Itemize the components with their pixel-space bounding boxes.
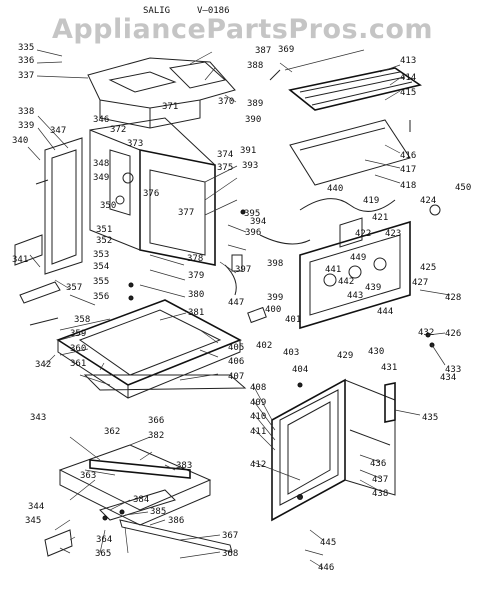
callout-label: 383 xyxy=(176,461,193,471)
callout-label: 436 xyxy=(370,459,387,469)
callout-label: 354 xyxy=(93,262,110,272)
callout-label: 376 xyxy=(143,189,160,199)
callout-label: 422 xyxy=(355,229,372,239)
left-side-panel xyxy=(36,138,82,274)
callout-label: 380 xyxy=(188,290,205,300)
callout-label: 368 xyxy=(222,549,239,559)
callout-label: 361 xyxy=(70,359,87,369)
callout-label: 391 xyxy=(240,146,257,156)
callout-label: 429 xyxy=(337,351,354,361)
callout-label: 338 xyxy=(18,107,35,117)
callout-label: 339 xyxy=(18,121,35,131)
callout-label: 397 xyxy=(235,265,252,275)
callout-label: 403 xyxy=(283,348,300,358)
callout-label: 378 xyxy=(187,254,204,264)
callout-label: 377 xyxy=(178,208,195,218)
callout-label: 389 xyxy=(247,99,264,109)
callout-label: 341 xyxy=(12,255,29,265)
callout-label: 449 xyxy=(350,253,367,263)
callout-label: 375 xyxy=(217,163,234,173)
callout-label: 384 xyxy=(133,495,150,505)
callout-label: 410 xyxy=(250,412,267,422)
callout-label: 444 xyxy=(377,307,394,317)
door-handle xyxy=(385,383,395,422)
callout-label: 335 xyxy=(18,43,35,53)
callout-label: 388 xyxy=(247,61,264,71)
header-fragment-center: V—0186 xyxy=(197,6,230,16)
callout-label: 423 xyxy=(385,229,402,239)
callout-label: 349 xyxy=(93,173,110,183)
callout-label: 393 xyxy=(242,161,259,171)
callout-labels xyxy=(12,43,471,573)
callout-label: 357 xyxy=(66,283,83,293)
callout-label: 360 xyxy=(70,344,87,354)
broiler-drawer-assembly xyxy=(60,445,210,525)
callout-label: 395 xyxy=(244,209,261,219)
callout-label: 417 xyxy=(400,165,417,175)
callout-label: 373 xyxy=(127,139,144,149)
site-watermark: AppliancePartsPros.com xyxy=(51,14,434,45)
callout-label: 358 xyxy=(74,315,91,325)
callout-label: 386 xyxy=(168,516,185,526)
callout-label: 407 xyxy=(228,372,245,382)
callout-label: 385 xyxy=(150,507,167,517)
callout-label: 362 xyxy=(104,427,121,437)
cabinet-top-assembly xyxy=(88,58,235,128)
callout-label: 439 xyxy=(365,283,382,293)
callout-label: 369 xyxy=(278,45,295,55)
callout-label: 413 xyxy=(400,56,417,66)
callout-label: 394 xyxy=(250,217,267,227)
callout-label: 355 xyxy=(93,277,110,287)
callout-label: 365 xyxy=(95,549,112,559)
callout-label: 402 xyxy=(256,341,273,351)
callout-label: 442 xyxy=(338,277,355,287)
callout-label: 428 xyxy=(445,293,462,303)
callout-label: 438 xyxy=(372,489,389,499)
callout-label: 387 xyxy=(255,46,272,56)
callout-label: 348 xyxy=(93,159,110,169)
callout-label: 434 xyxy=(440,373,457,383)
callout-label: 401 xyxy=(285,315,302,325)
callout-label: 418 xyxy=(400,181,417,191)
callout-label: 364 xyxy=(96,535,113,545)
callout-label: 446 xyxy=(318,563,335,573)
callout-label: 346 xyxy=(93,115,110,125)
callout-label: 404 xyxy=(292,365,309,375)
callout-label: 367 xyxy=(222,531,239,541)
callout-label: 353 xyxy=(93,250,110,260)
callout-label: 450 xyxy=(455,183,472,193)
callout-label: 445 xyxy=(320,538,337,548)
callout-label: 411 xyxy=(250,427,267,437)
callout-label: 396 xyxy=(245,228,262,238)
callout-label: 363 xyxy=(80,471,97,481)
rear-shield-panel xyxy=(290,120,410,185)
callout-label: 366 xyxy=(148,416,165,426)
callout-label: 437 xyxy=(372,475,389,485)
callout-label: 414 xyxy=(400,73,417,83)
callout-label: 399 xyxy=(267,293,284,303)
callout-label: 350 xyxy=(100,201,117,211)
callout-label: 425 xyxy=(420,263,437,273)
callout-label: 379 xyxy=(188,271,205,281)
oven-door-assembly xyxy=(272,380,395,520)
header-fragment-left: SALIG xyxy=(143,6,171,16)
callout-label: 433 xyxy=(445,365,462,375)
callout-label: 447 xyxy=(228,298,245,308)
callout-label: 406 xyxy=(228,357,245,367)
callout-label: 430 xyxy=(368,347,385,357)
callout-label: 416 xyxy=(400,151,417,161)
callout-label: 432 xyxy=(418,328,435,338)
callout-label: 398 xyxy=(267,259,284,269)
callout-label: 345 xyxy=(25,516,42,526)
callout-label: 352 xyxy=(96,236,113,246)
callout-label: 351 xyxy=(96,225,113,235)
callout-label: 371 xyxy=(162,102,179,112)
callout-label: 374 xyxy=(217,150,234,160)
callout-label: 431 xyxy=(381,363,398,373)
callout-label: 356 xyxy=(93,292,110,302)
callout-label: 347 xyxy=(50,126,67,136)
callout-label: 340 xyxy=(12,136,29,146)
callout-label: 427 xyxy=(412,278,429,288)
callout-label: 400 xyxy=(265,305,282,315)
callout-label: 359 xyxy=(70,329,87,339)
callout-label: 415 xyxy=(400,88,417,98)
callout-label: 344 xyxy=(28,502,45,512)
callout-label: 424 xyxy=(420,196,437,206)
callout-label: 409 xyxy=(250,398,267,408)
callout-label: 381 xyxy=(188,308,205,318)
callout-label: 337 xyxy=(18,71,35,81)
callout-label: 343 xyxy=(30,413,47,423)
callout-label: 440 xyxy=(327,184,344,194)
callout-label: 421 xyxy=(372,213,389,223)
callout-label: 390 xyxy=(245,115,262,125)
callout-label: 412 xyxy=(250,460,267,470)
callout-label: 441 xyxy=(325,265,342,275)
callout-label: 336 xyxy=(18,56,35,66)
callout-label: 426 xyxy=(445,329,462,339)
callout-label: 419 xyxy=(363,196,380,206)
callout-label: 382 xyxy=(148,431,165,441)
callout-label: 443 xyxy=(347,291,364,301)
callout-label: 408 xyxy=(250,383,267,393)
callout-label: 435 xyxy=(422,413,439,423)
callout-label: 370 xyxy=(218,97,235,107)
callout-label: 372 xyxy=(110,125,127,135)
callout-label: 342 xyxy=(35,360,52,370)
callout-label: 405 xyxy=(228,343,245,353)
